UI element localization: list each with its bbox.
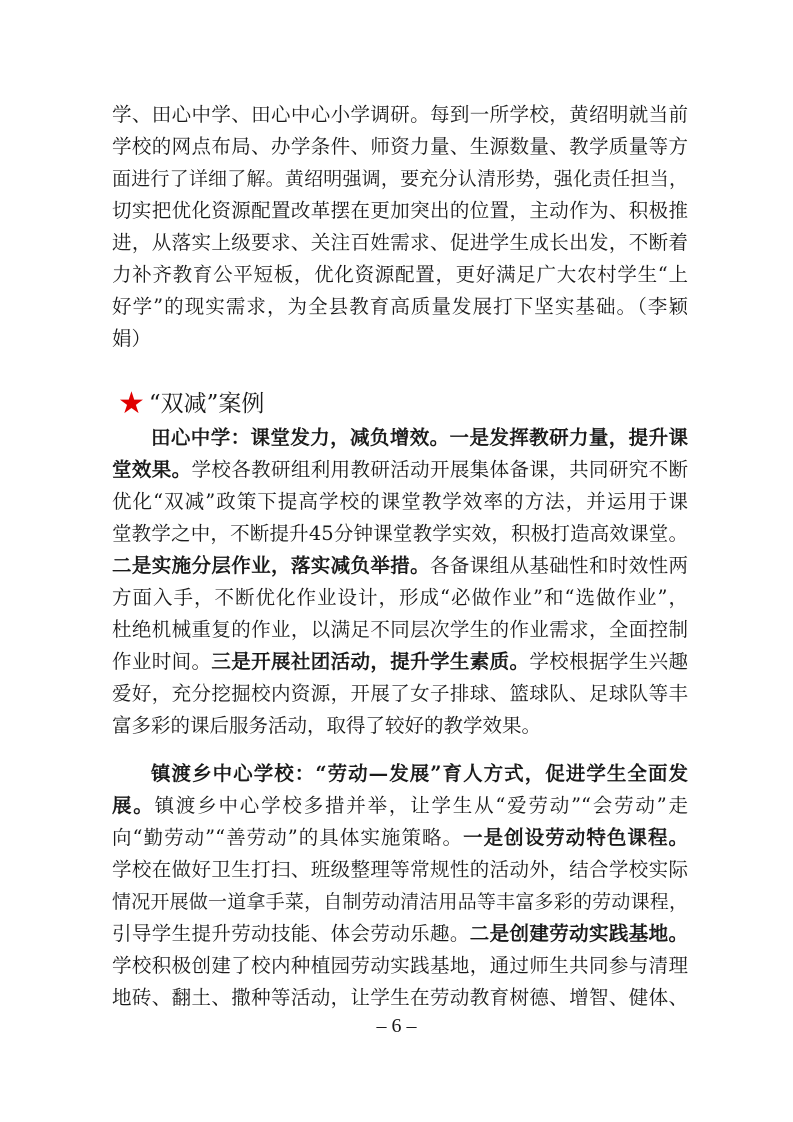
text-line: 切实把优化资源配置改革摆在更加突出的位置，主动作为、积极推 [112, 199, 688, 222]
text-line: 杜绝机械重复的作业，以满足不同层次学生的作业需求，全面控制 [112, 618, 688, 641]
text-line [112, 550, 688, 582]
page-number: – 6 – [376, 1015, 417, 1037]
text-line: 情况开展做一道拿手菜，自制劳动清洁用品等丰富多彩的劳动课程， [112, 891, 688, 913]
text-line: 进，从落实上级要求、关注百姓需求、促进学生成长出发，不断着 [112, 231, 688, 254]
bold-lead: 展。 [112, 794, 155, 817]
text-run: 作业时间。 [112, 650, 212, 673]
bold-lead: 三是开展社团活动，提升学生素质。 [211, 650, 530, 673]
text-line: 优化“双减”政策下提高学校的课堂教学效率的方法，并运用于课 [112, 490, 688, 513]
bold-lead: 堂效果。 [112, 458, 192, 481]
text-run: 学校各教研组利用教研活动开展集体备课，共同研究不断 [191, 458, 688, 481]
text-line: 镇渡乡中心学校：“劳动—发展”育人方式，促进学生全面发 [151, 762, 688, 785]
text-line: 方面入手，不断优化作业设计，形成“必做作业”和“选做作业”， [112, 586, 688, 609]
text-line: 面进行了详细了解。黄绍明强调，要充分认清形势，强化责任担当， [112, 168, 688, 190]
text-line: 学校在做好卫生打扫、班级整理等常规性的活动外，结合学校实际 [112, 858, 688, 881]
text-run: 引导学生提升劳动技能、体会劳动乐趣。 [112, 922, 470, 945]
text-run: 各备课组从基础性和时效性两 [429, 554, 688, 577]
section-heading-text: “双减”案例 [148, 391, 265, 417]
text-line [112, 822, 688, 854]
text-line [112, 454, 688, 486]
text-line: 学、田心中学、田心中心小学调研。每到一所学校，黄绍明就当前 [112, 103, 688, 126]
text-line: 富多彩的课后服务活动，取得了较好的教学效果。 [112, 714, 542, 737]
text-line: 田心中学：课堂发力，减负增效。一是发挥教研力量，提升课 [151, 426, 688, 449]
section-heading [118, 386, 264, 422]
text-line: 爱好，充分挖掘校内资源，开展了女子排球、篮球队、足球队等丰 [112, 682, 688, 705]
text-line: 力补齐教育公平短板，优化资源配置，更好满足广大农村学生“上 [112, 263, 688, 286]
text-run: 向“勤劳动”“善劳动”的具体实施策略。 [112, 826, 464, 849]
text-line: 好学”的现实需求，为全县教育高质量发展打下坚实基础。（李颖 [112, 295, 688, 318]
bold-lead: 一是创设劳动特色课程。 [463, 826, 688, 849]
text-line: 堂教学之中，不断提升45分钟课堂教学实效，积极打造高效课堂。 [112, 522, 688, 545]
text-run: 镇渡乡中心学校多措并举，让学生从“爱劳动”“会劳动”走 [154, 794, 688, 817]
text-line [112, 646, 688, 678]
star-icon: ★ [118, 386, 145, 421]
text-line: 学校的网点布局、办学条件、师资力量、生源数量、教学质量等方 [112, 135, 688, 158]
text-run: 学校根据学生兴趣 [529, 650, 688, 673]
text-line: 娟） [112, 327, 152, 350]
text-line: 学校积极创建了校内种植园劳动实践基地，通过师生共同参与清理 [112, 954, 688, 977]
text-line [112, 918, 688, 950]
paragraph-investigation [112, 99, 688, 355]
paragraph-zhendu-school [112, 758, 688, 1014]
bold-lead: 二是实施分层作业，落实减负举措。 [112, 554, 430, 577]
text-line [112, 790, 688, 822]
text-line: 地砖、翻土、撒种等活动，让学生在劳动教育树德、增智、健体、 [112, 986, 688, 1009]
bold-lead: 二是创建劳动实践基地。 [469, 922, 688, 945]
paragraph-tianxin-school [112, 422, 688, 742]
